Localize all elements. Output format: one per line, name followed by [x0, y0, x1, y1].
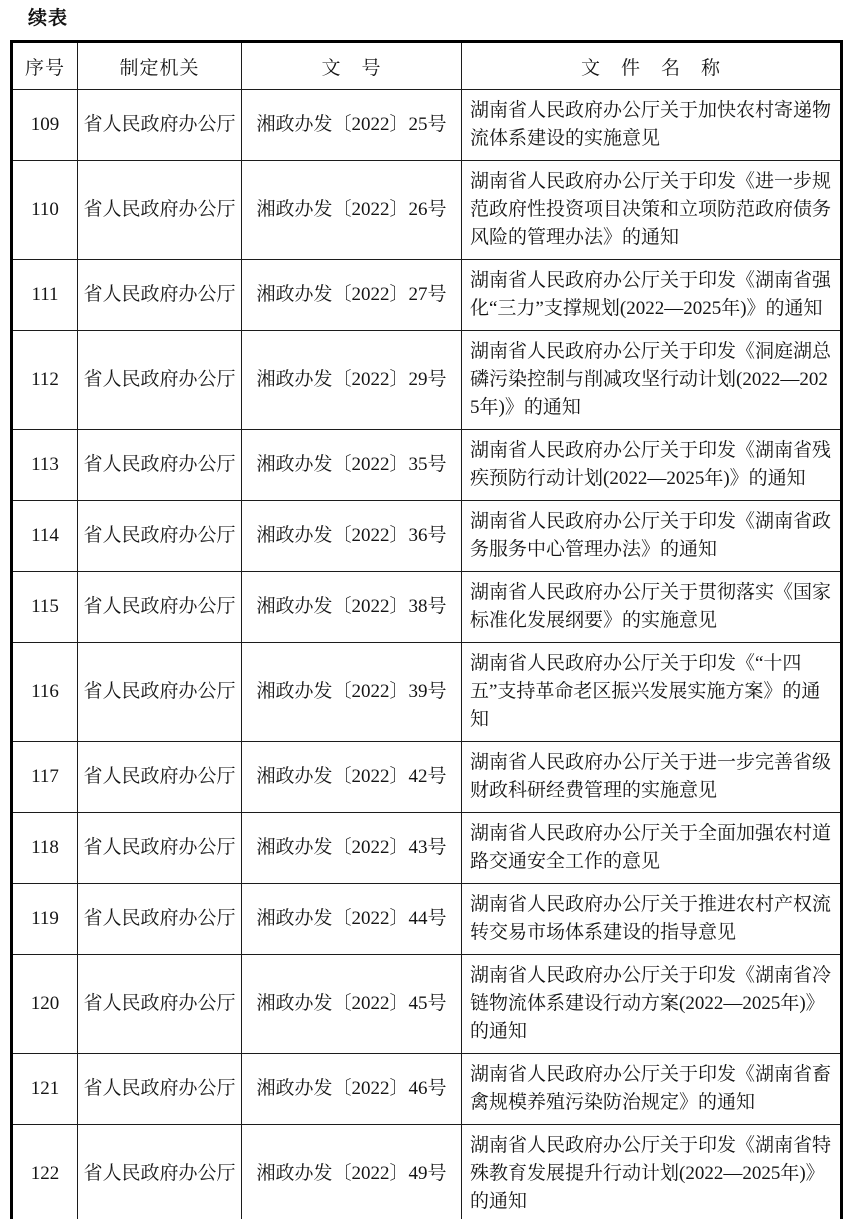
row-title: 湖南省人民政府办公厅关于印发《湖南省残疾预防行动计划(2022—2025年)》的通知 — [462, 430, 842, 501]
row-doc-number: 湘政办发〔2022〕49号 — [242, 1125, 462, 1219]
row-title: 湖南省人民政府办公厅关于印发《“十四五”支持革命老区振兴发展实施方案》的通知 — [462, 643, 842, 742]
header-agency: 制定机关 — [78, 42, 242, 90]
row-title: 湖南省人民政府办公厅关于印发《湖南省强化“三力”支撑规划(2022—2025年)》的通知 — [462, 260, 842, 331]
row-agency: 省人民政府办公厅 — [78, 572, 242, 643]
row-agency: 省人民政府办公厅 — [78, 1054, 242, 1125]
table-row — [12, 643, 842, 742]
row-doc-number: 湘政办发〔2022〕44号 — [242, 884, 462, 955]
row-serial: 114 — [12, 501, 78, 572]
table-row — [12, 1054, 842, 1125]
table-row — [12, 742, 842, 813]
table-row — [12, 331, 842, 430]
header-row — [12, 42, 842, 90]
table-row — [12, 1125, 842, 1219]
row-title: 湖南省人民政府办公厅关于印发《湖南省特殊教育发展提升行动计划(2022—2025年)》的通知 — [462, 1125, 842, 1219]
row-serial: 122 — [12, 1125, 78, 1219]
row-agency: 省人民政府办公厅 — [78, 161, 242, 260]
row-doc-number: 湘政办发〔2022〕27号 — [242, 260, 462, 331]
row-agency: 省人民政府办公厅 — [78, 260, 242, 331]
row-doc-number: 湘政办发〔2022〕45号 — [242, 955, 462, 1054]
header-doc-number: 文 号 — [242, 42, 462, 90]
row-title: 湖南省人民政府办公厅关于全面加强农村道路交通安全工作的意见 — [462, 813, 842, 884]
row-serial: 121 — [12, 1054, 78, 1125]
row-agency: 省人民政府办公厅 — [78, 331, 242, 430]
row-agency: 省人民政府办公厅 — [78, 955, 242, 1054]
documents-table — [10, 40, 843, 1219]
row-title: 湖南省人民政府办公厅关于进一步完善省级财政科研经费管理的实施意见 — [462, 742, 842, 813]
row-title: 湖南省人民政府办公厅关于印发《湖南省政务服务中心管理办法》的通知 — [462, 501, 842, 572]
row-doc-number: 湘政办发〔2022〕38号 — [242, 572, 462, 643]
row-doc-number: 湘政办发〔2022〕43号 — [242, 813, 462, 884]
row-doc-number: 湘政办发〔2022〕35号 — [242, 430, 462, 501]
row-serial: 117 — [12, 742, 78, 813]
row-serial: 113 — [12, 430, 78, 501]
row-serial: 118 — [12, 813, 78, 884]
header-serial: 序号 — [12, 42, 78, 90]
row-title: 湖南省人民政府办公厅关于印发《进一步规范政府性投资项目决策和立项防范政府债务风险的管理办法》的通知 — [462, 161, 842, 260]
row-doc-number: 湘政办发〔2022〕26号 — [242, 161, 462, 260]
row-serial: 110 — [12, 161, 78, 260]
row-agency: 省人民政府办公厅 — [78, 884, 242, 955]
row-serial: 111 — [12, 260, 78, 331]
table-row — [12, 161, 842, 260]
row-agency: 省人民政府办公厅 — [78, 643, 242, 742]
table-row — [12, 572, 842, 643]
row-doc-number: 湘政办发〔2022〕29号 — [242, 331, 462, 430]
table-row — [12, 260, 842, 331]
continued-table-label: 续表 — [28, 8, 69, 29]
row-title: 湖南省人民政府办公厅关于印发《湖南省畜禽规模养殖污染防治规定》的通知 — [462, 1054, 842, 1125]
row-serial: 109 — [12, 90, 78, 161]
row-title: 湖南省人民政府办公厅关于印发《洞庭湖总磷污染控制与削减攻坚行动计划(2022—2025年)》的通知 — [462, 331, 842, 430]
table-row — [12, 501, 842, 572]
table-header — [12, 42, 842, 90]
row-serial: 119 — [12, 884, 78, 955]
table-row — [12, 813, 842, 884]
row-doc-number: 湘政办发〔2022〕36号 — [242, 501, 462, 572]
row-agency: 省人民政府办公厅 — [78, 430, 242, 501]
row-doc-number: 湘政办发〔2022〕25号 — [242, 90, 462, 161]
table-row — [12, 955, 842, 1054]
row-title: 湖南省人民政府办公厅关于加快农村寄递物流体系建设的实施意见 — [462, 90, 842, 161]
row-serial: 120 — [12, 955, 78, 1054]
header-title: 文 件 名 称 — [462, 42, 842, 90]
row-agency: 省人民政府办公厅 — [78, 742, 242, 813]
row-agency: 省人民政府办公厅 — [78, 1125, 242, 1219]
row-agency: 省人民政府办公厅 — [78, 501, 242, 572]
row-agency: 省人民政府办公厅 — [78, 90, 242, 161]
row-doc-number: 湘政办发〔2022〕42号 — [242, 742, 462, 813]
row-doc-number: 湘政办发〔2022〕39号 — [242, 643, 462, 742]
row-serial: 112 — [12, 331, 78, 430]
table-row — [12, 884, 842, 955]
row-doc-number: 湘政办发〔2022〕46号 — [242, 1054, 462, 1125]
row-serial: 115 — [12, 572, 78, 643]
row-serial: 116 — [12, 643, 78, 742]
table-row — [12, 430, 842, 501]
row-agency: 省人民政府办公厅 — [78, 813, 242, 884]
table-row — [12, 90, 842, 161]
row-title: 湖南省人民政府办公厅关于印发《湖南省冷链物流体系建设行动方案(2022—2025年)》的通知 — [462, 955, 842, 1054]
row-title: 湖南省人民政府办公厅关于贯彻落实《国家标准化发展纲要》的实施意见 — [462, 572, 842, 643]
row-title: 湖南省人民政府办公厅关于推进农村产权流转交易市场体系建设的指导意见 — [462, 884, 842, 955]
table-body — [12, 90, 842, 1219]
